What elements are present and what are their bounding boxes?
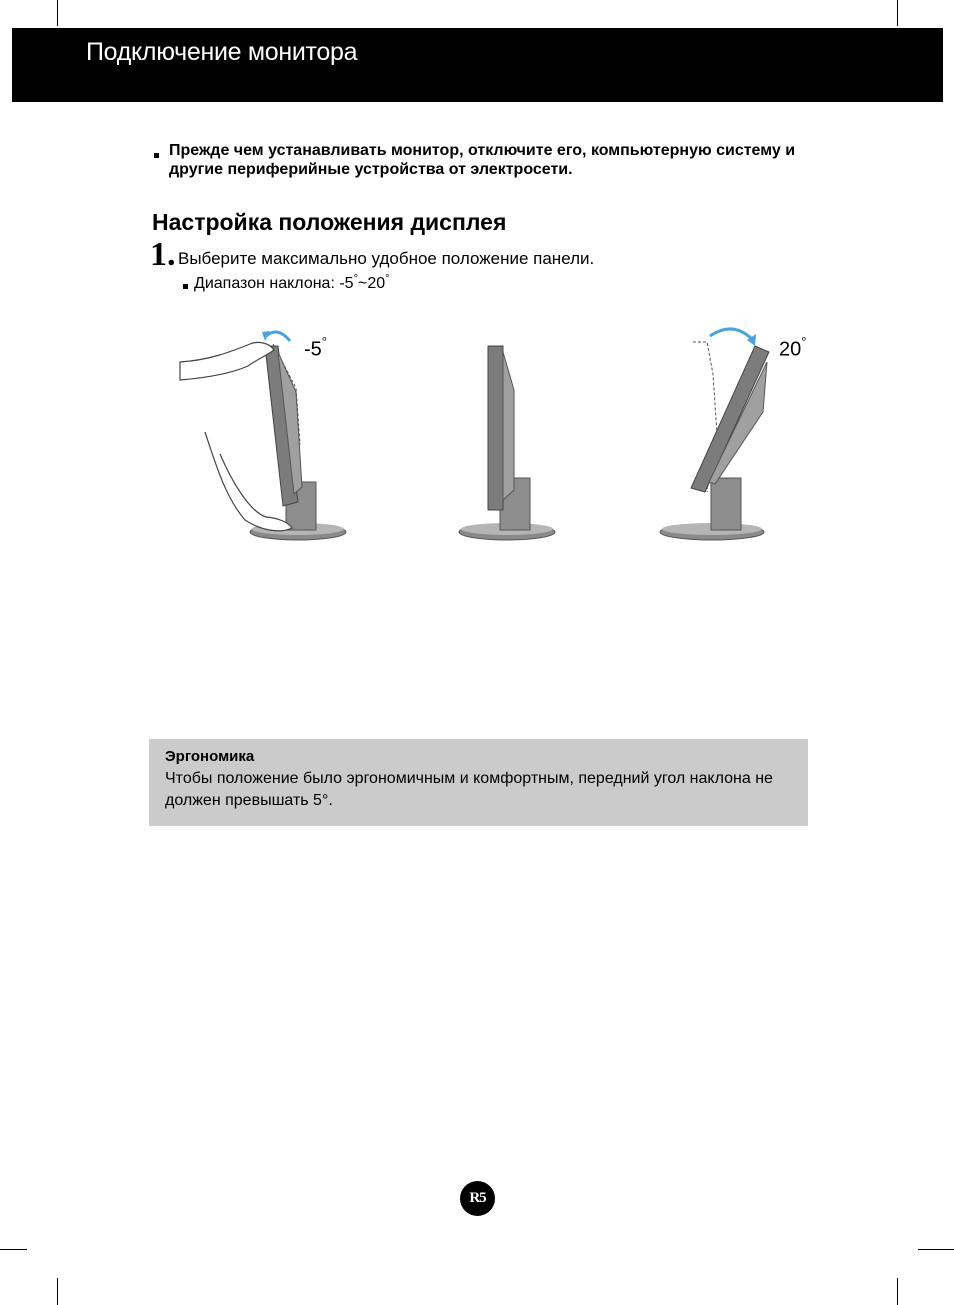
crop-mark <box>57 1278 58 1305</box>
monitor-upright-illustration <box>452 340 562 548</box>
warning-text: Прежде чем устанавливать монитор, отключите его, компьютерную систему и другие периферийные устройства от электросети. <box>169 142 796 178</box>
rotate-arrow-icon <box>266 332 290 341</box>
section-title: Настройка положения дисплея <box>152 209 507 235</box>
bullet-icon <box>183 284 188 289</box>
degree-symbol: ° <box>353 273 358 285</box>
angle-label-minus5: -5° <box>304 334 327 361</box>
step-text: Выберите максимально удобное положение панели. <box>178 249 595 268</box>
note-text: Чтобы положение было эргономичным и комфортным, передний угол наклона не должен превышать 5°. <box>165 770 773 809</box>
crop-mark <box>897 0 898 26</box>
crop-mark <box>918 1249 954 1250</box>
angle-label-20: 20° <box>779 334 807 361</box>
crop-mark <box>0 1249 27 1250</box>
bullet-icon <box>154 153 159 158</box>
step-number: 1. <box>150 236 176 273</box>
degree-symbol: ° <box>385 273 390 285</box>
ergonomics-note <box>149 739 808 826</box>
rotate-arrow-icon <box>710 329 753 340</box>
crop-mark <box>897 1278 898 1305</box>
tilt-range-text <box>194 275 390 293</box>
note-title: Эргономика <box>165 748 255 765</box>
monitor-tilt-20-illustration <box>655 322 775 547</box>
page-number-badge: R5 <box>460 1181 495 1216</box>
monitor-tilt-minus5-illustration <box>170 322 360 547</box>
page-title: Подключение монитора <box>86 38 358 66</box>
tilt-range-max: ~20 <box>357 275 386 292</box>
tilt-range-label: Диапазон наклона: -5 <box>194 275 354 292</box>
crop-mark <box>57 0 58 26</box>
